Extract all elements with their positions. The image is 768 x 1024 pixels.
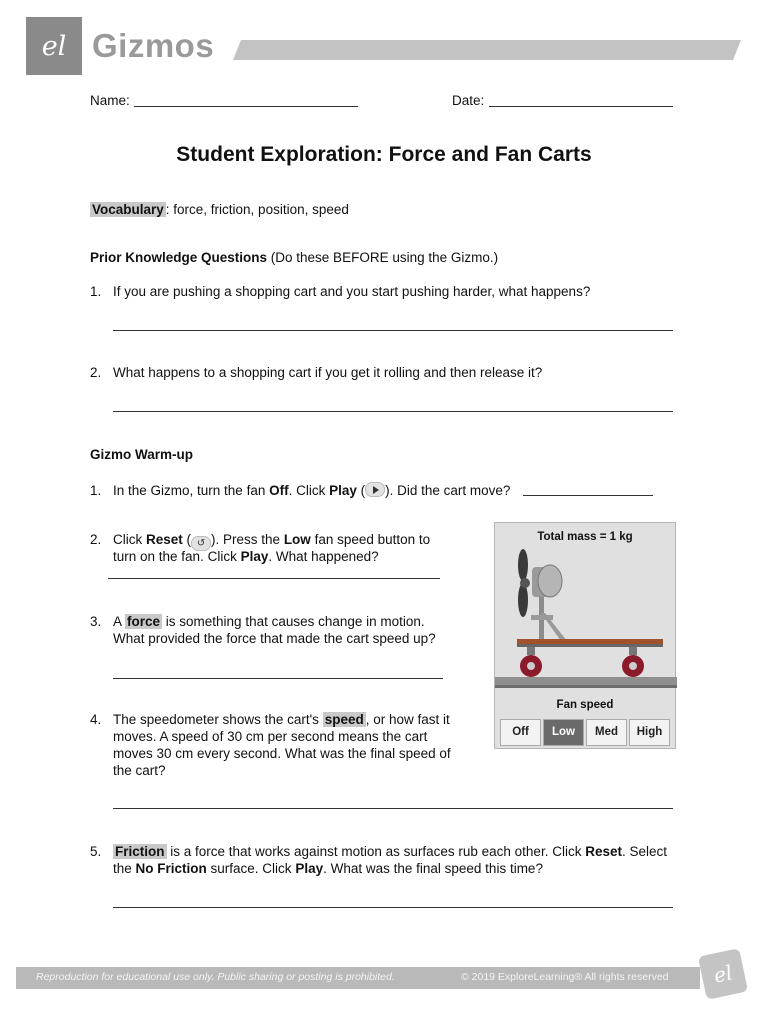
- name-line[interactable]: [134, 106, 358, 107]
- fan-hub: [520, 578, 530, 588]
- answer-line[interactable]: [113, 808, 673, 809]
- logo-text: el: [41, 30, 67, 62]
- vocabulary-terms: : force, friction, position, speed: [165, 202, 349, 217]
- prior-knowledge-title: Prior Knowledge Questions: [90, 250, 268, 265]
- text: . Click: [288, 483, 330, 498]
- fan-low-button[interactable]: Low: [543, 719, 584, 746]
- bold-text: Play: [295, 861, 324, 876]
- text: In the Gizmo, turn the fan: [113, 483, 270, 498]
- text: Click: [113, 532, 146, 547]
- answer-line[interactable]: [113, 411, 673, 412]
- prior-knowledge-note: (Do these BEFORE using the Gizmo.): [267, 250, 499, 265]
- question-number: 3.: [90, 614, 102, 629]
- footer-logo: [698, 948, 748, 1000]
- track-edge: [495, 685, 677, 688]
- warmup-question-4-line2: moves. A speed of 30 cm per second means the cart: [113, 729, 428, 744]
- cart-frame: [517, 644, 663, 647]
- bold-text: Reset: [146, 532, 183, 547]
- play-icon: [365, 482, 385, 497]
- bold-text: No Friction: [135, 861, 207, 876]
- fan-blade-bottom: [518, 583, 528, 617]
- wheel-mount-left: [527, 647, 535, 655]
- fan-off-button[interactable]: Off: [500, 719, 541, 746]
- text: . What happened?: [268, 549, 379, 564]
- total-mass-label: Total mass = 1 kg: [537, 531, 633, 543]
- footer-copyright: © 2019 ExploreLearning® All rights reserved: [461, 971, 669, 983]
- fan-speed-buttons: [500, 719, 670, 746]
- warmup-question-4-line3: moves 30 cm every second. What was the final speed of: [113, 746, 451, 761]
- bold-text: Low: [283, 532, 311, 547]
- text: , or how fast it: [365, 712, 450, 727]
- warmup-question-5-line2: [113, 861, 543, 876]
- explorelearning-logo: [26, 17, 82, 75]
- wheel-hub-left: [527, 662, 535, 670]
- text: A: [113, 614, 126, 629]
- answer-line[interactable]: [108, 578, 440, 579]
- footer-notice: Reproduction for educational use only. Public sharing or posting is prohibited.: [36, 971, 395, 983]
- vocabulary: [90, 202, 349, 217]
- question-number: 2.: [90, 365, 102, 380]
- text: . What was the final speed this time?: [323, 861, 543, 876]
- date-field: [452, 93, 484, 108]
- fan-brace: [541, 613, 567, 641]
- gizmo-simulation-panel: [494, 522, 676, 749]
- answer-line[interactable]: [113, 907, 673, 908]
- text: turn on the fan. Click: [113, 549, 241, 564]
- warmup-heading: [90, 447, 193, 462]
- fan-motor-cover: [538, 565, 562, 597]
- fan-blade-top: [518, 549, 528, 581]
- text: (: [182, 532, 192, 547]
- track-surface: [495, 677, 677, 685]
- warmup-question-4-line4: the cart?: [113, 763, 166, 778]
- text: The speedometer shows the cart's: [113, 712, 323, 727]
- text: is something that causes change in motion.: [162, 614, 425, 629]
- highlighted-term: speed: [324, 712, 364, 727]
- fan-high-button[interactable]: High: [629, 719, 670, 746]
- answer-line[interactable]: [113, 330, 673, 331]
- text: ). Press the: [211, 532, 284, 547]
- fan-cart-illustration: [495, 523, 677, 750]
- bold-text: Reset: [585, 844, 622, 859]
- answer-line[interactable]: [523, 495, 653, 496]
- footer-logo-text: el: [711, 960, 735, 988]
- bold-text: Off: [269, 483, 289, 498]
- brand-title: Gizmos: [92, 27, 215, 64]
- date-line[interactable]: [489, 106, 673, 107]
- wheel-hub-right: [629, 662, 637, 670]
- page-title: Student Exploration: Force and Fan Carts: [176, 143, 592, 166]
- cart-platform: [517, 639, 663, 644]
- text: the: [113, 861, 136, 876]
- prior-knowledge-heading: [90, 250, 498, 265]
- date-label: Date:: [452, 93, 485, 108]
- name-label: Name:: [90, 93, 130, 108]
- header-bar: [233, 40, 741, 60]
- question-number: 1.: [90, 284, 102, 299]
- text: surface. Click: [206, 861, 296, 876]
- warmup-question-2-line2: [113, 549, 379, 564]
- warmup-question-3: [90, 614, 425, 629]
- question-number: 1.: [90, 483, 102, 498]
- wheel-mount-right: [629, 647, 637, 655]
- question-text: If you are pushing a shopping cart and you start pushing harder, what happens?: [113, 284, 591, 299]
- bold-text: Play: [240, 549, 269, 564]
- text: is a force that works against motion as surfaces rub each other. Click: [166, 844, 586, 859]
- highlighted-term: Friction: [115, 844, 165, 859]
- fan-med-button[interactable]: Med: [586, 719, 627, 746]
- text: fan speed button to: [310, 532, 431, 547]
- highlighted-term: force: [127, 614, 161, 629]
- vocabulary-label: Vocabulary: [92, 202, 164, 217]
- answer-line[interactable]: [113, 678, 443, 679]
- warmup-question-4: [90, 712, 450, 727]
- fan-speed-label: Fan speed: [556, 699, 614, 711]
- bold-text: Play: [329, 483, 357, 498]
- text: (: [356, 483, 366, 498]
- warmup-title: Gizmo Warm-up: [90, 447, 193, 462]
- warmup-question-1: [90, 482, 510, 498]
- reset-icon: ↺: [191, 536, 211, 551]
- prior-question-2: [90, 365, 542, 380]
- prior-question-1: [90, 284, 590, 299]
- text: . Select: [621, 844, 668, 859]
- name-field: [90, 93, 130, 108]
- warmup-question-3-line2: What provided the force that made the cart speed up?: [113, 631, 436, 646]
- question-text: What happens to a shopping cart if you get it rolling and then release it?: [113, 365, 543, 380]
- text: ). Did the cart move?: [385, 483, 511, 498]
- question-number: 4.: [90, 712, 102, 727]
- warmup-question-5: [90, 844, 667, 859]
- question-number: 5.: [90, 844, 102, 859]
- question-number: 2.: [90, 532, 102, 547]
